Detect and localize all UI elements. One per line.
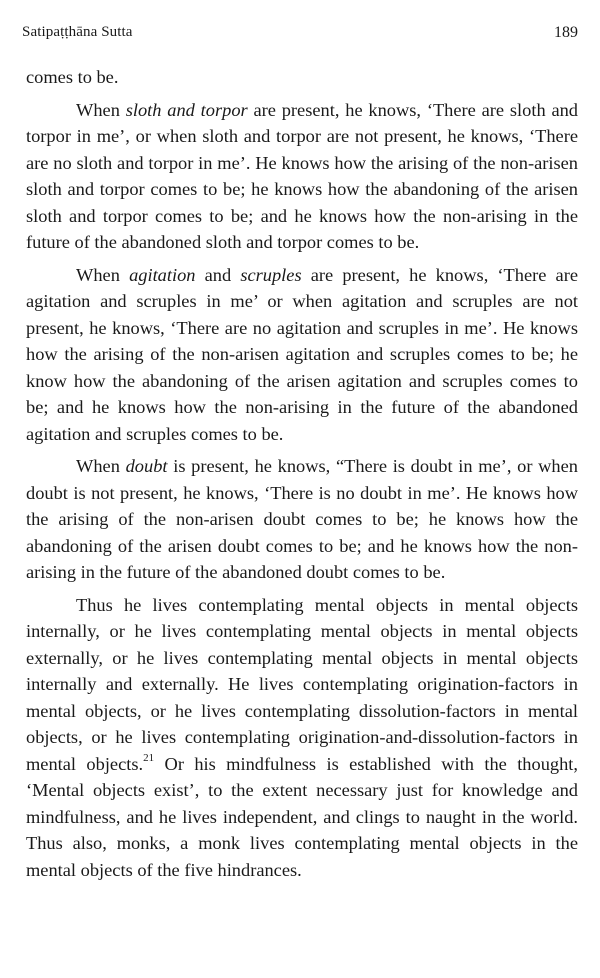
text-run: Or his mindfulness is established with the thought, ‘Mental objects exist’, to the extent necessary just for knowledge and mindfulness, and he lives independent, and clings to naught in the world. Thus also, monks, a monk lives contemplating mental objects in the mental objects of the five hindrances. — [26, 753, 578, 880]
page-number: 189 — [554, 24, 578, 41]
running-head: Satipaṭṭhāna Sutta — [22, 24, 133, 40]
paragraph — [26, 453, 578, 586]
text-run: comes to be. — [26, 67, 119, 87]
text-run: When — [76, 99, 126, 120]
text-run: Thus he lives contemplating mental objects in mental objects internally, or he lives contemplating mental objects in mental objects externally, or he lives contemplating mental objects in mental objects internally and externally. He lives contemplating origination-factors in mental objects, or he lives contemplating dissolution-factors in mental objects, or he lives contemplating origination-and-dissolution-factors in mental objects. — [26, 594, 578, 774]
text-run: When — [76, 456, 126, 476]
emphasized-term: scruples — [240, 264, 302, 285]
paragraph — [26, 97, 578, 256]
body-text — [26, 64, 578, 889]
text-run: is present, he knows, “There is doubt in me’, or when doubt is not present, he knows, ‘There is no doubt in me’. He knows how the arising of the non-arisen doubt comes to be; he knows how the abandoning of the arisen doubt comes to be; and he knows how the non-arising in the future of the abandoned doubt comes to be. — [26, 456, 578, 582]
paragraph — [26, 262, 578, 448]
text-run: are present, he knows, ‘There are agitation and scruples in me’ or when agitation and scruples are not present, he knows, ‘There are no agitation and scruples in me’. He knows how the arising of the non-arisen agitation and scruples comes to be; he know how the abandoning of the arisen agitation and scruples comes to be; and he knows how the non-arising in the future of the abandoned agitation and scruples comes to be. — [26, 264, 579, 444]
emphasized-term: agitation — [129, 264, 196, 285]
emphasized-term: doubt — [125, 456, 168, 476]
paragraph — [26, 64, 578, 91]
footnote-marker: 21 — [143, 752, 155, 765]
text-run: are present, he knows, ‘There are sloth and torpor in me’, or when sloth and torpor are not present, he knows, ‘There are no sloth and torpor in me’. He knows how the arising of the non-arisen sloth and torpor comes to be; he knows how the abandoning of the arisen sloth and torpor comes to be; and he knows how the non-arising in the future of the abandoned sloth and torpor comes to be. — [26, 99, 578, 252]
text-run: and — [195, 264, 241, 285]
paragraph — [26, 592, 578, 884]
text-run: When — [76, 264, 130, 285]
emphasized-term: sloth and torpor — [125, 99, 248, 120]
